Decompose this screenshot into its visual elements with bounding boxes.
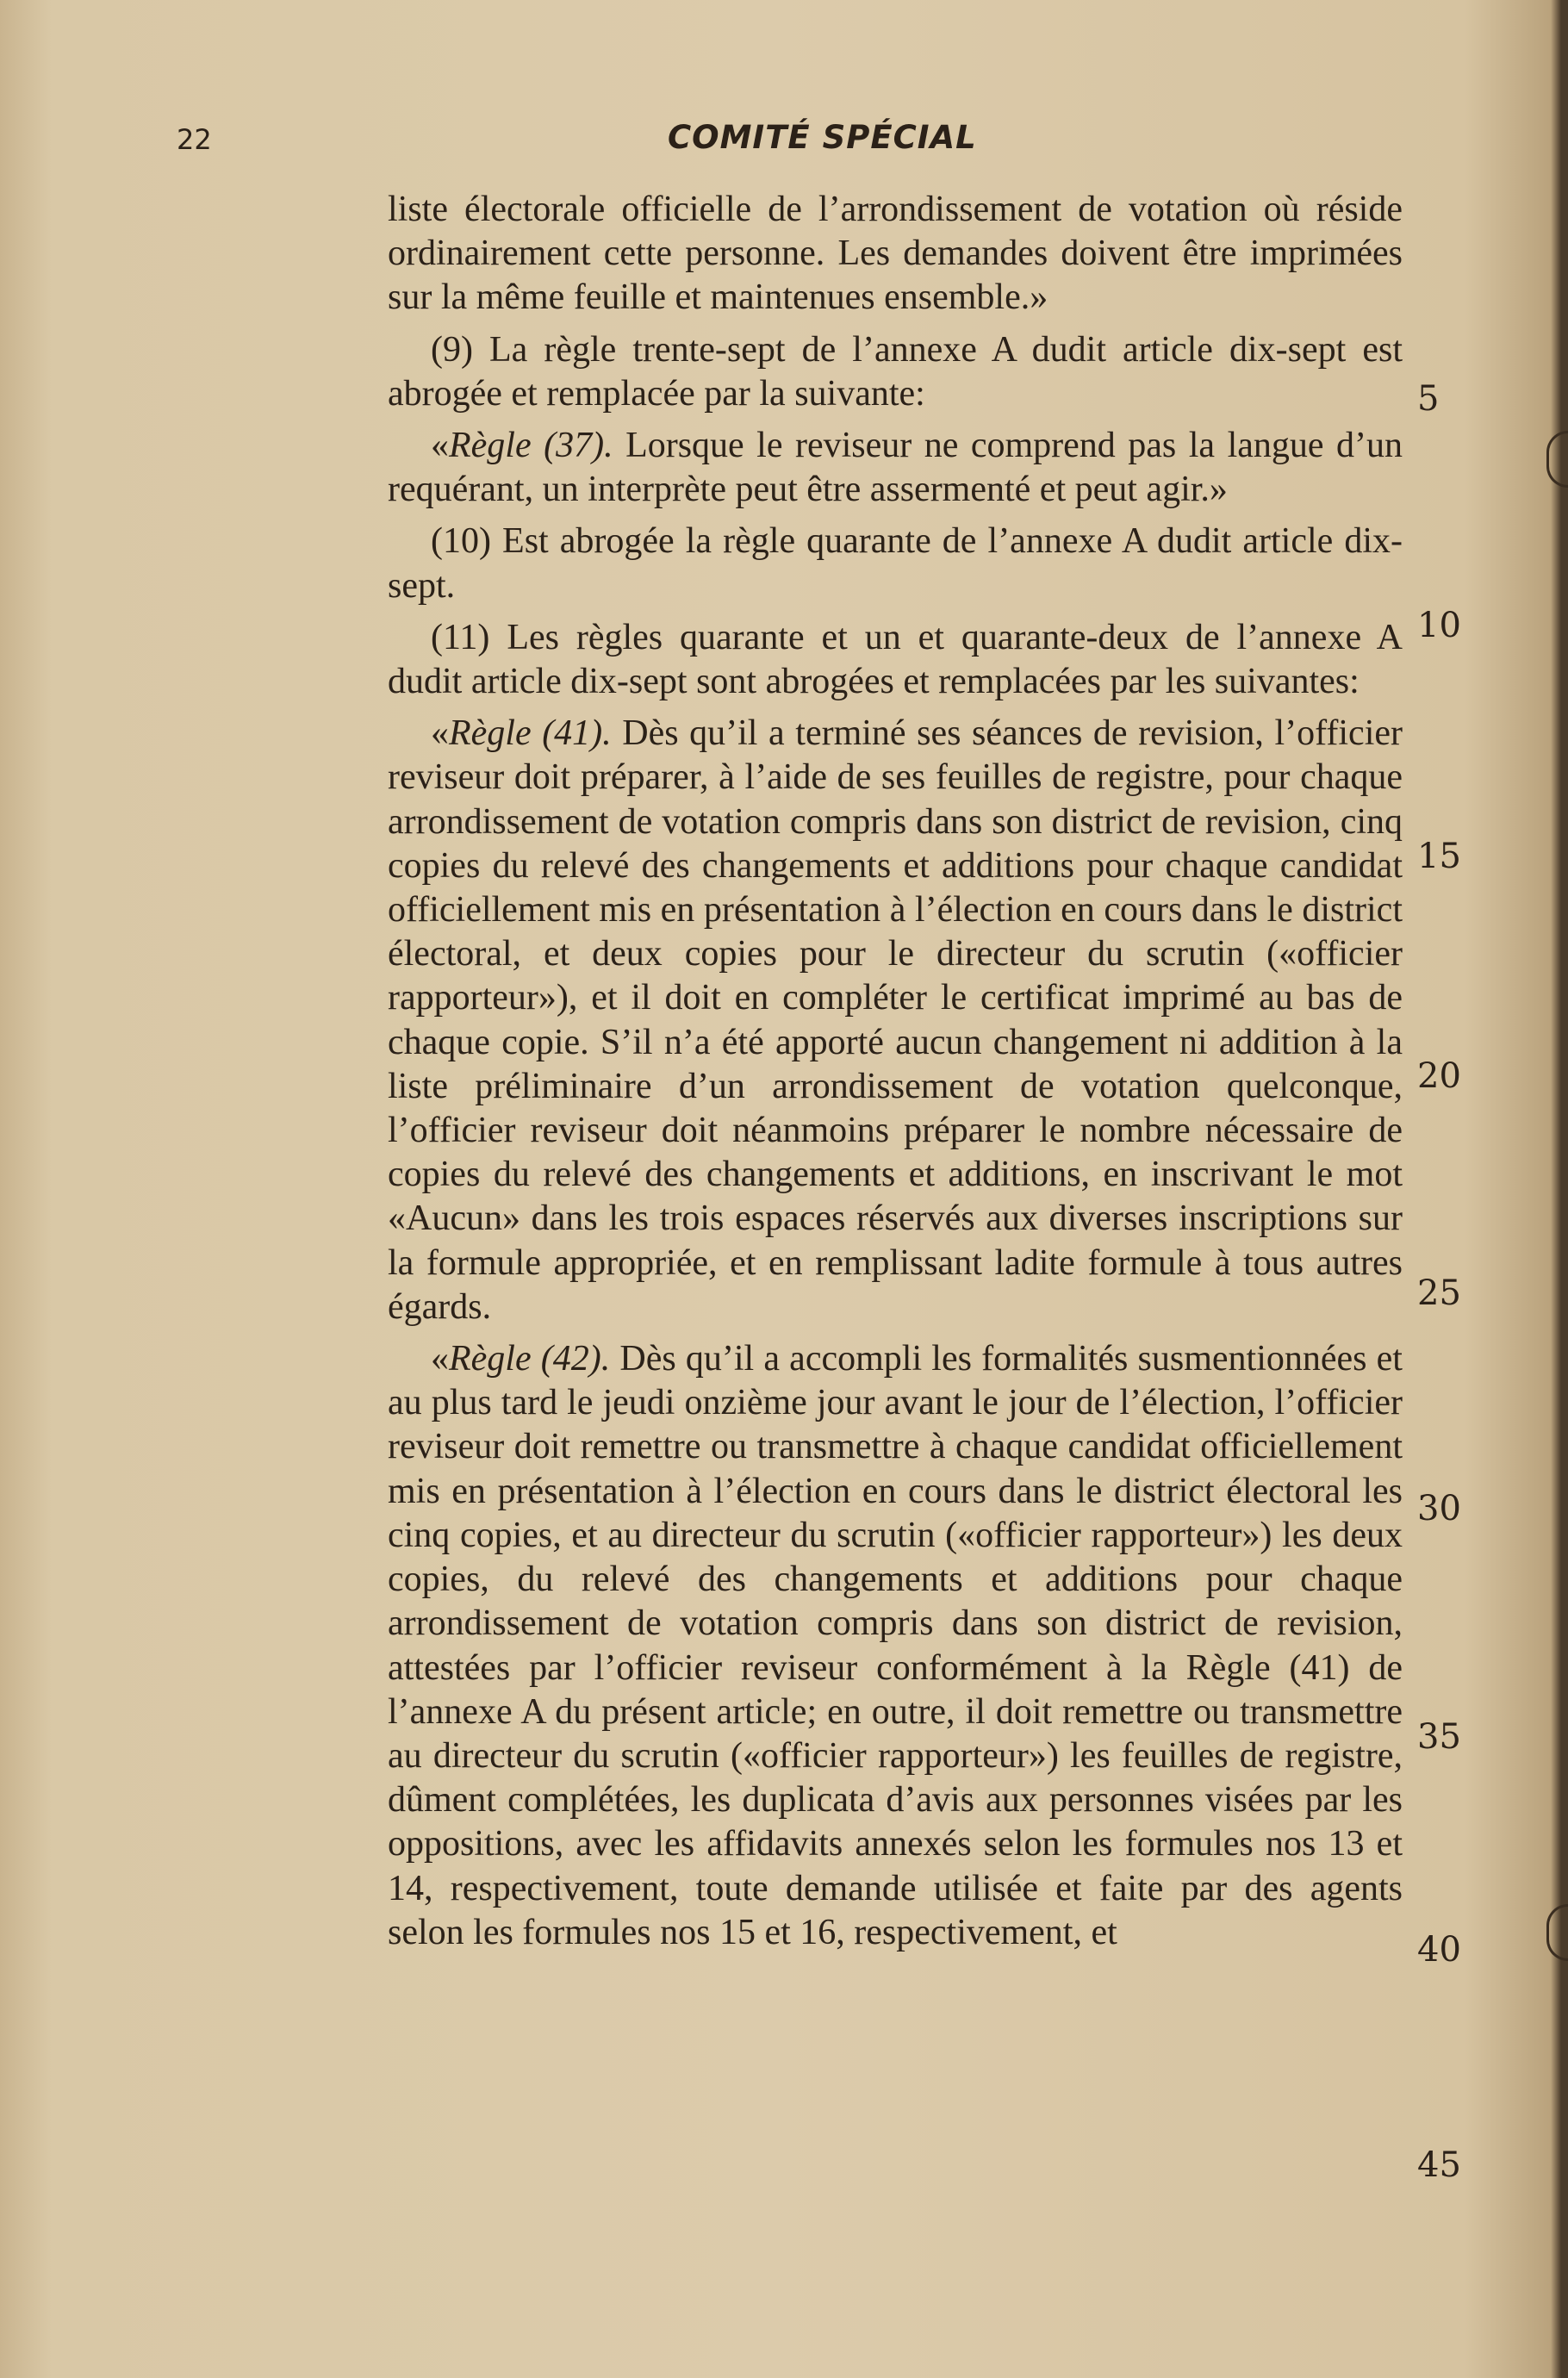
- line-number: 40: [1417, 1930, 1461, 1970]
- line-number: 45: [1417, 2145, 1461, 2185]
- paragraph: [388, 712, 1403, 1329]
- line-number: 10: [1417, 606, 1461, 645]
- quote-mark: «: [431, 426, 449, 466]
- line-number: 35: [1417, 1717, 1461, 1757]
- paragraph: [388, 1337, 1403, 1955]
- line-number: 15: [1417, 837, 1461, 876]
- line-number: 25: [1417, 1273, 1461, 1313]
- rule-reference: Règle (41).: [449, 713, 612, 754]
- rule-reference: Règle (42).: [449, 1339, 611, 1379]
- paragraph: [388, 520, 1403, 607]
- paragraph-text: Dès qu’il a accompli les formalités susmentionnées et au plus tard le jeudi onzième jour avant le jour de l’élection, l’officier reviseur doit remettre ou transmettre à chaque candidat officiellement mis en présentation à l’élection en cours dans le district électoral les cinq copies, et au directeur du scrutin («officier rapporteur») les deux copies, du relevé des changements et additions pour chaque arrondissement de votation compris dans son district de revision, attestées par l’officier reviseur conformément à la Règle (41) de l’annexe A du présent article; en outre, il doit remettre ou transmettre au directeur du scrutin («officier rapporteur») les feuilles de registre, dûment complétées, les duplicata d’avis aux personnes visées par les oppositions, avec les affidavits annexés selon les formules nos 13 et 14, respectivement, toute demande utilisée et faite par des agents selon les formules nos 15 et 16, respectivement, et: [388, 1339, 1403, 1952]
- rule-reference: Règle (37).: [449, 426, 613, 466]
- paragraph: [388, 616, 1403, 704]
- paragraph-text: (11) Les règles quarante et un et quarante-deux de l’annexe A dudit article dix-sept sont abrogées et remplacées par les suivantes:: [388, 617, 1403, 702]
- page-number: 22: [177, 123, 212, 156]
- binding-edge-mark: [1546, 431, 1568, 488]
- quote-mark: «: [431, 713, 449, 754]
- binding-edge-mark: [1546, 1904, 1568, 1961]
- paragraph: [388, 188, 1403, 321]
- paragraph-text: (9) La règle trente-sept de l’annexe A dudit article dix-sept est abrogée et remplacée par la suivante:: [388, 329, 1403, 414]
- paragraph-text: (10) Est abrogée la règle quarante de l’annexe A dudit article dix-sept.: [388, 521, 1403, 606]
- quote-mark: «: [431, 1339, 449, 1379]
- running-head: COMITÉ SPÉCIAL: [668, 119, 977, 156]
- line-number: 20: [1417, 1056, 1461, 1096]
- paragraph-text: liste électorale officielle de l’arrondissement de votation où réside ordinairement cette personne. Les demandes doivent être imprimées sur la même feuille et maintenues ensemble.»: [388, 190, 1403, 318]
- paragraph-text: Lorsque le reviseur ne comprend pas la langue d’un requérant, un interprète peut être assermenté et peut agir.»: [388, 426, 1403, 510]
- line-number: 30: [1417, 1489, 1461, 1528]
- paragraph: [388, 328, 1403, 416]
- body-text: [388, 188, 1403, 1963]
- paragraph-text: Dès qu’il a terminé ses séances de revision, l’officier reviseur doit préparer, à l’aide de ses feuilles de registre, pour chaque arrondissement de votation compris dans son district de revision, cinq copies du relevé des changements et additions pour chaque candidat officiellement mis en présentation à l’élection en cours dans le district électoral, et deux copies pour le directeur du scrutin («officier rapporteur»), et il doit en compléter le certificat imprimé au bas de chaque copie. S’il n’a été apporté aucun changement ni addition à la liste préliminaire d’un arrondissement de votation quelconque, l’officier reviseur doit néanmoins préparer le nombre nécessaire de copies du relevé des changements et additions, en inscrivant le mot «Aucun» dans les trois espaces réservés aux diverses inscriptions sur la formule appropriée, et en remplissant ladite formule à tous autres égards.: [388, 713, 1403, 1327]
- paragraph: [388, 424, 1403, 512]
- line-number: 5: [1417, 379, 1440, 419]
